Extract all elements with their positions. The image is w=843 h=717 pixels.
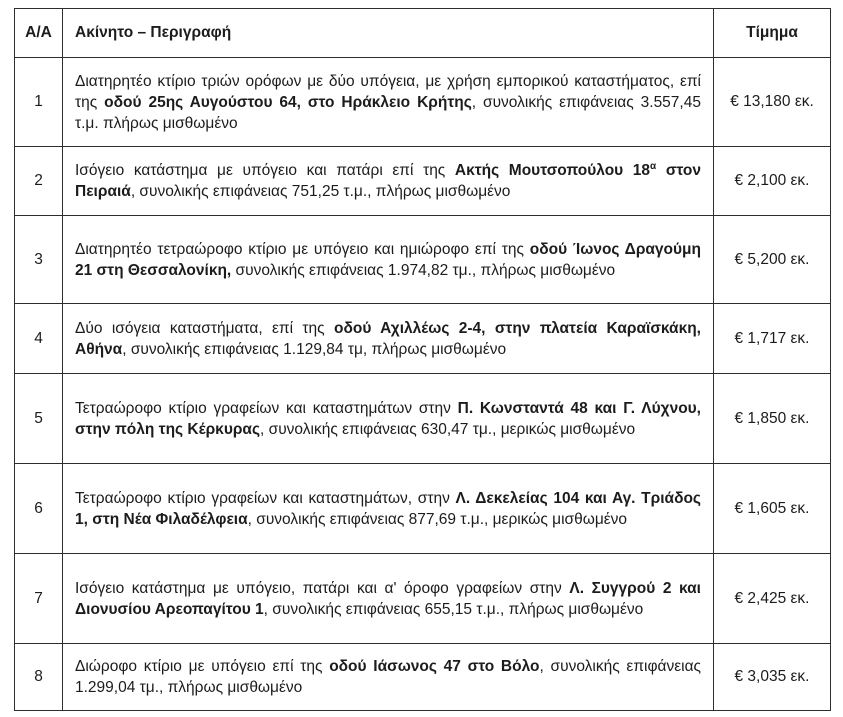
row-number-cell: 1 <box>15 58 63 147</box>
description-address-highlight: Π. Κωνσταντά 48 και Γ. Λύχνου, στην πόλη της Κέρκυρας <box>75 399 701 438</box>
row-price-cell: € 1,605 εκ. <box>714 464 831 554</box>
row-number-cell: 2 <box>15 147 63 216</box>
header-price: Τίμημα <box>714 9 831 58</box>
description-text: Διώροφο κτίριο με υπόγειο επί της <box>75 658 330 675</box>
description-text: Διατηρητέο τετραώροφο κτίριο με υπόγειο και ημιώροφο επί της <box>75 240 530 258</box>
table-header <box>15 9 831 58</box>
row-description-cell <box>63 58 714 147</box>
description-text: , συνολικής επιφάνειας 1.299,04 τμ., πλήρως μισθωμένο <box>75 658 702 696</box>
description-address-highlight: οδού Ίωνος Δραγούμη 21 στη Θεσσαλονίκη, <box>75 240 701 279</box>
description-address-highlight: οδού Αχιλλέως 2-4, στην πλατεία Καραϊσκάκη, Αθήνα <box>75 319 701 358</box>
row-price-cell: € 2,425 εκ. <box>714 554 831 644</box>
description-address-highlight: Λ. Συγγρού 2 και Διονυσίου Αρεοπαγίτου 1 <box>75 579 701 618</box>
table-row <box>15 147 831 216</box>
description-address-highlight: οδού 25ης Αυγούστου 64, στο Ηράκλειο Κρήτης <box>104 93 472 111</box>
description-text: , συνολικής επιφάνειας 630,47 τμ., μερικώς μισθωμένο <box>260 420 636 438</box>
header-description: Ακίνητο – Περιγραφή <box>63 9 714 58</box>
description-text: Ισόγειο κατάστημα με υπόγειο και πατάρι επί της <box>75 162 455 179</box>
description-text: , συνολικής επιφάνειας 3.557,45 τ.μ. πλήρως μισθωμένο <box>75 93 701 132</box>
description-address-highlight: Ακτής Μουτσοπούλου 18 <box>454 162 651 179</box>
description-text: Διατηρητέο κτίριο τριών ορόφων με δύο υπόγεια, με χρήση εμπορικού καταστήματος, επί της <box>75 72 701 111</box>
table-row <box>15 554 831 644</box>
row-description-cell <box>63 147 714 216</box>
row-price-cell: € 1,717 εκ. <box>714 304 831 374</box>
row-description-cell <box>63 554 714 644</box>
description-text: Τετραώροφο κτίριο γραφείων και καταστημάτων, στην <box>75 489 456 507</box>
description-text: συνολικής επιφάνειας 1.974,82 τμ., πλήρως μισθωμένο <box>231 261 616 279</box>
table-row <box>15 58 831 147</box>
description-text: , συνολικής επιφάνειας 877,69 τ.μ., μερικώς μισθωμένο <box>247 510 628 528</box>
description-text: Τετραώροφο κτίριο γραφείων και καταστημάτων στην <box>75 399 458 417</box>
description-address-highlight: Λ. Δεκελείας 104 και Αγ. Τριάδος 1, στη Νέα Φιλαδέλφεια <box>75 489 701 528</box>
properties-table <box>14 8 831 711</box>
row-number-cell: 6 <box>15 464 63 554</box>
row-description-cell <box>63 374 714 464</box>
row-description-cell <box>63 644 714 711</box>
header-index: Α/Α <box>15 9 63 58</box>
description-text: , συνολικής επιφάνειας 655,15 τ.μ., πλήρως μισθωμένο <box>263 600 644 618</box>
row-price-cell: € 5,200 εκ. <box>714 216 831 304</box>
table-body <box>15 58 831 711</box>
table-row <box>15 216 831 304</box>
row-number-cell: 8 <box>15 644 63 711</box>
row-price-cell: € 2,100 εκ. <box>714 147 831 216</box>
description-text: Ισόγειο κατάστημα με υπόγειο, πατάρι και α' όροφο γραφείων στην <box>75 579 570 597</box>
row-description-cell <box>63 216 714 304</box>
description-address-highlight: α <box>650 160 657 172</box>
description-text: , συνολικής επιφάνειας 751,25 τ.μ., πλήρως μισθωμένο <box>130 183 511 200</box>
row-number-cell: 3 <box>15 216 63 304</box>
row-price-cell: € 13,180 εκ. <box>714 58 831 147</box>
row-number-cell: 5 <box>15 374 63 464</box>
row-price-cell: € 3,035 εκ. <box>714 644 831 711</box>
row-price-cell: € 1,850 εκ. <box>714 374 831 464</box>
description-address-highlight: στον Πειραιά <box>75 162 701 200</box>
description-text: Δύο ισόγεια καταστήματα, επί της <box>75 319 334 337</box>
description-address-highlight: οδού Ιάσωνος 47 στο Βόλο <box>329 658 540 675</box>
row-description-cell <box>63 304 714 374</box>
table-row <box>15 644 831 711</box>
row-description-cell <box>63 464 714 554</box>
table-row <box>15 464 831 554</box>
table-row <box>15 304 831 374</box>
row-number-cell: 4 <box>15 304 63 374</box>
row-number-cell: 7 <box>15 554 63 644</box>
table-row <box>15 374 831 464</box>
header-row <box>15 9 831 58</box>
description-text: , συνολικής επιφάνειας 1.129,84 τμ, πλήρως μισθωμένο <box>122 340 507 358</box>
